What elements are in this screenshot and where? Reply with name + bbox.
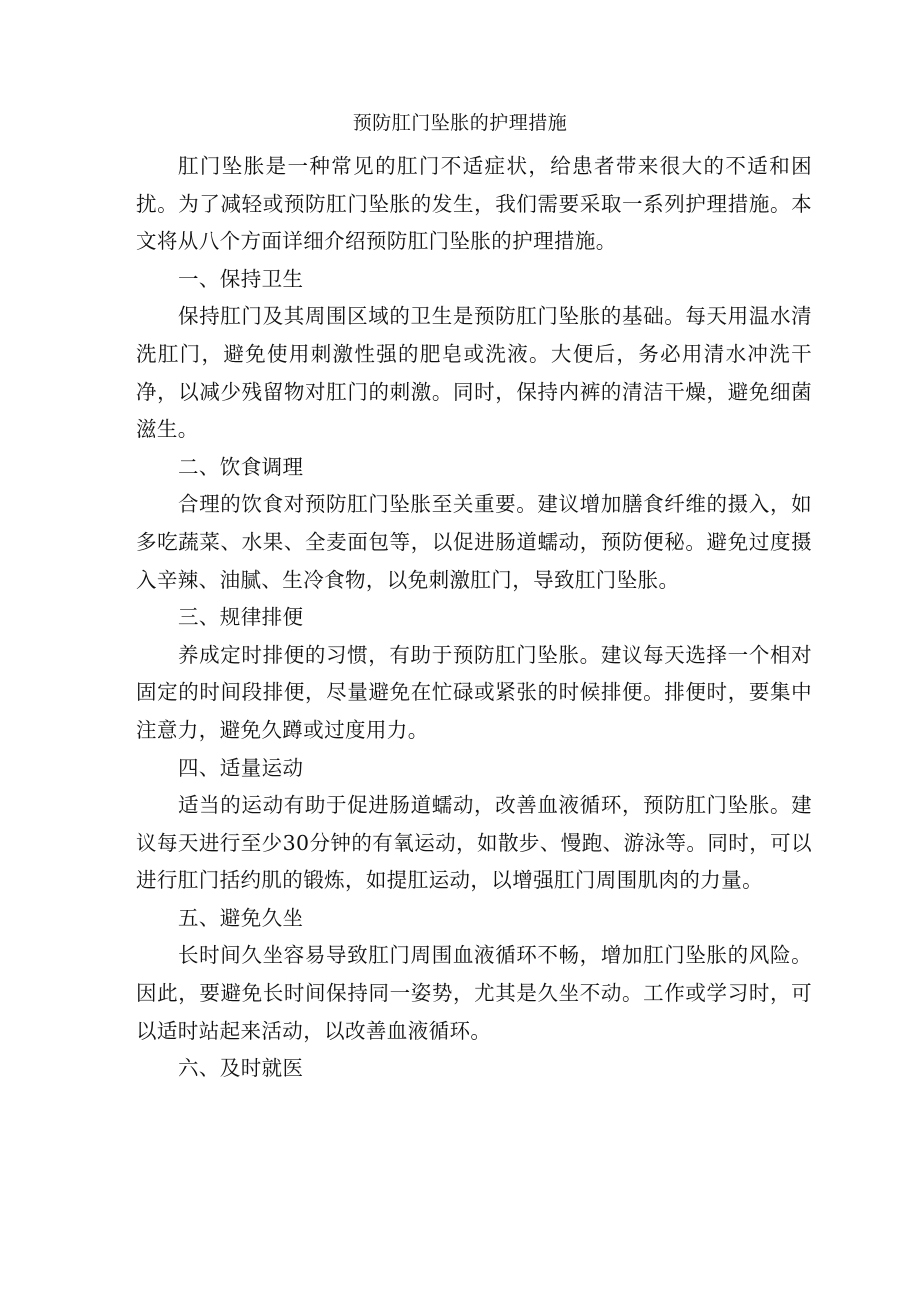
paragraph-bowel: 养成定时排便的习惯，有助于预防肛门坠胀。建议每天选择一个相对固定的时间段排便，尽量避免在忙碌或紧张的时候排便。排便时，要集中注意力，避免久蹲或过度用力。 <box>136 642 812 742</box>
paragraph-diet: 合理的饮食对预防肛门坠胀至关重要。建议增加膳食纤维的摄入，如多吃蔬菜、水果、全麦面包等，以促进肠道蠕动，预防便秘。避免过度摄入辛辣、油腻、生冷食物，以免刺激肛门，导致肛门坠胀。 <box>136 492 812 592</box>
paragraph-hygiene: 保持肛门及其周围区域的卫生是预防肛门坠胀的基础。每天用温水清洗肛门，避免使用刺激性强的肥皂或洗液。大便后，务必用清水冲洗干净，以减少残留物对肛门的刺激。同时，保持内裤的清洁干燥，避免细菌滋生。 <box>136 304 812 442</box>
section-heading-diet: 二、饮食调理 <box>178 454 304 479</box>
document-title: 预防肛门坠胀的护理措施 <box>352 112 568 134</box>
paragraph-exercise: 适当的运动有助于促进肠道蠕动，改善血液循环，预防肛门坠胀。建议每天进行至少30分钟的有氧运动，如散步、慢跑、游泳等。同时，可以进行肛门括约肌的锻炼，如提肛运动，以增强肛门周围肌肉的力量。 <box>136 793 812 893</box>
intro-paragraph: 肛门坠胀是一种常见的肛门不适症状，给患者带来很大的不适和困扰。为了减轻或预防肛门坠胀的发生，我们需要采取一系列护理措施。本文将从八个方面详细介绍预防肛门坠胀的护理措施。 <box>136 154 812 254</box>
section-heading-medical: 六、及时就医 <box>178 1056 304 1081</box>
section-heading-exercise: 四、适量运动 <box>178 755 304 780</box>
paragraph-sitting: 长时间久坐容易导致肛门周围血液循环不畅，增加肛门坠胀的风险。因此，要避免长时间保持同一姿势，尤其是久坐不动。工作或学习时，可以适时站起来活动，以改善血液循环。 <box>136 943 812 1043</box>
section-heading-sitting: 五、避免久坐 <box>178 905 304 930</box>
section-heading-hygiene: 一、保持卫生 <box>178 266 304 291</box>
section-heading-bowel: 三、规律排便 <box>178 605 304 630</box>
document-body <box>136 148 812 1088</box>
